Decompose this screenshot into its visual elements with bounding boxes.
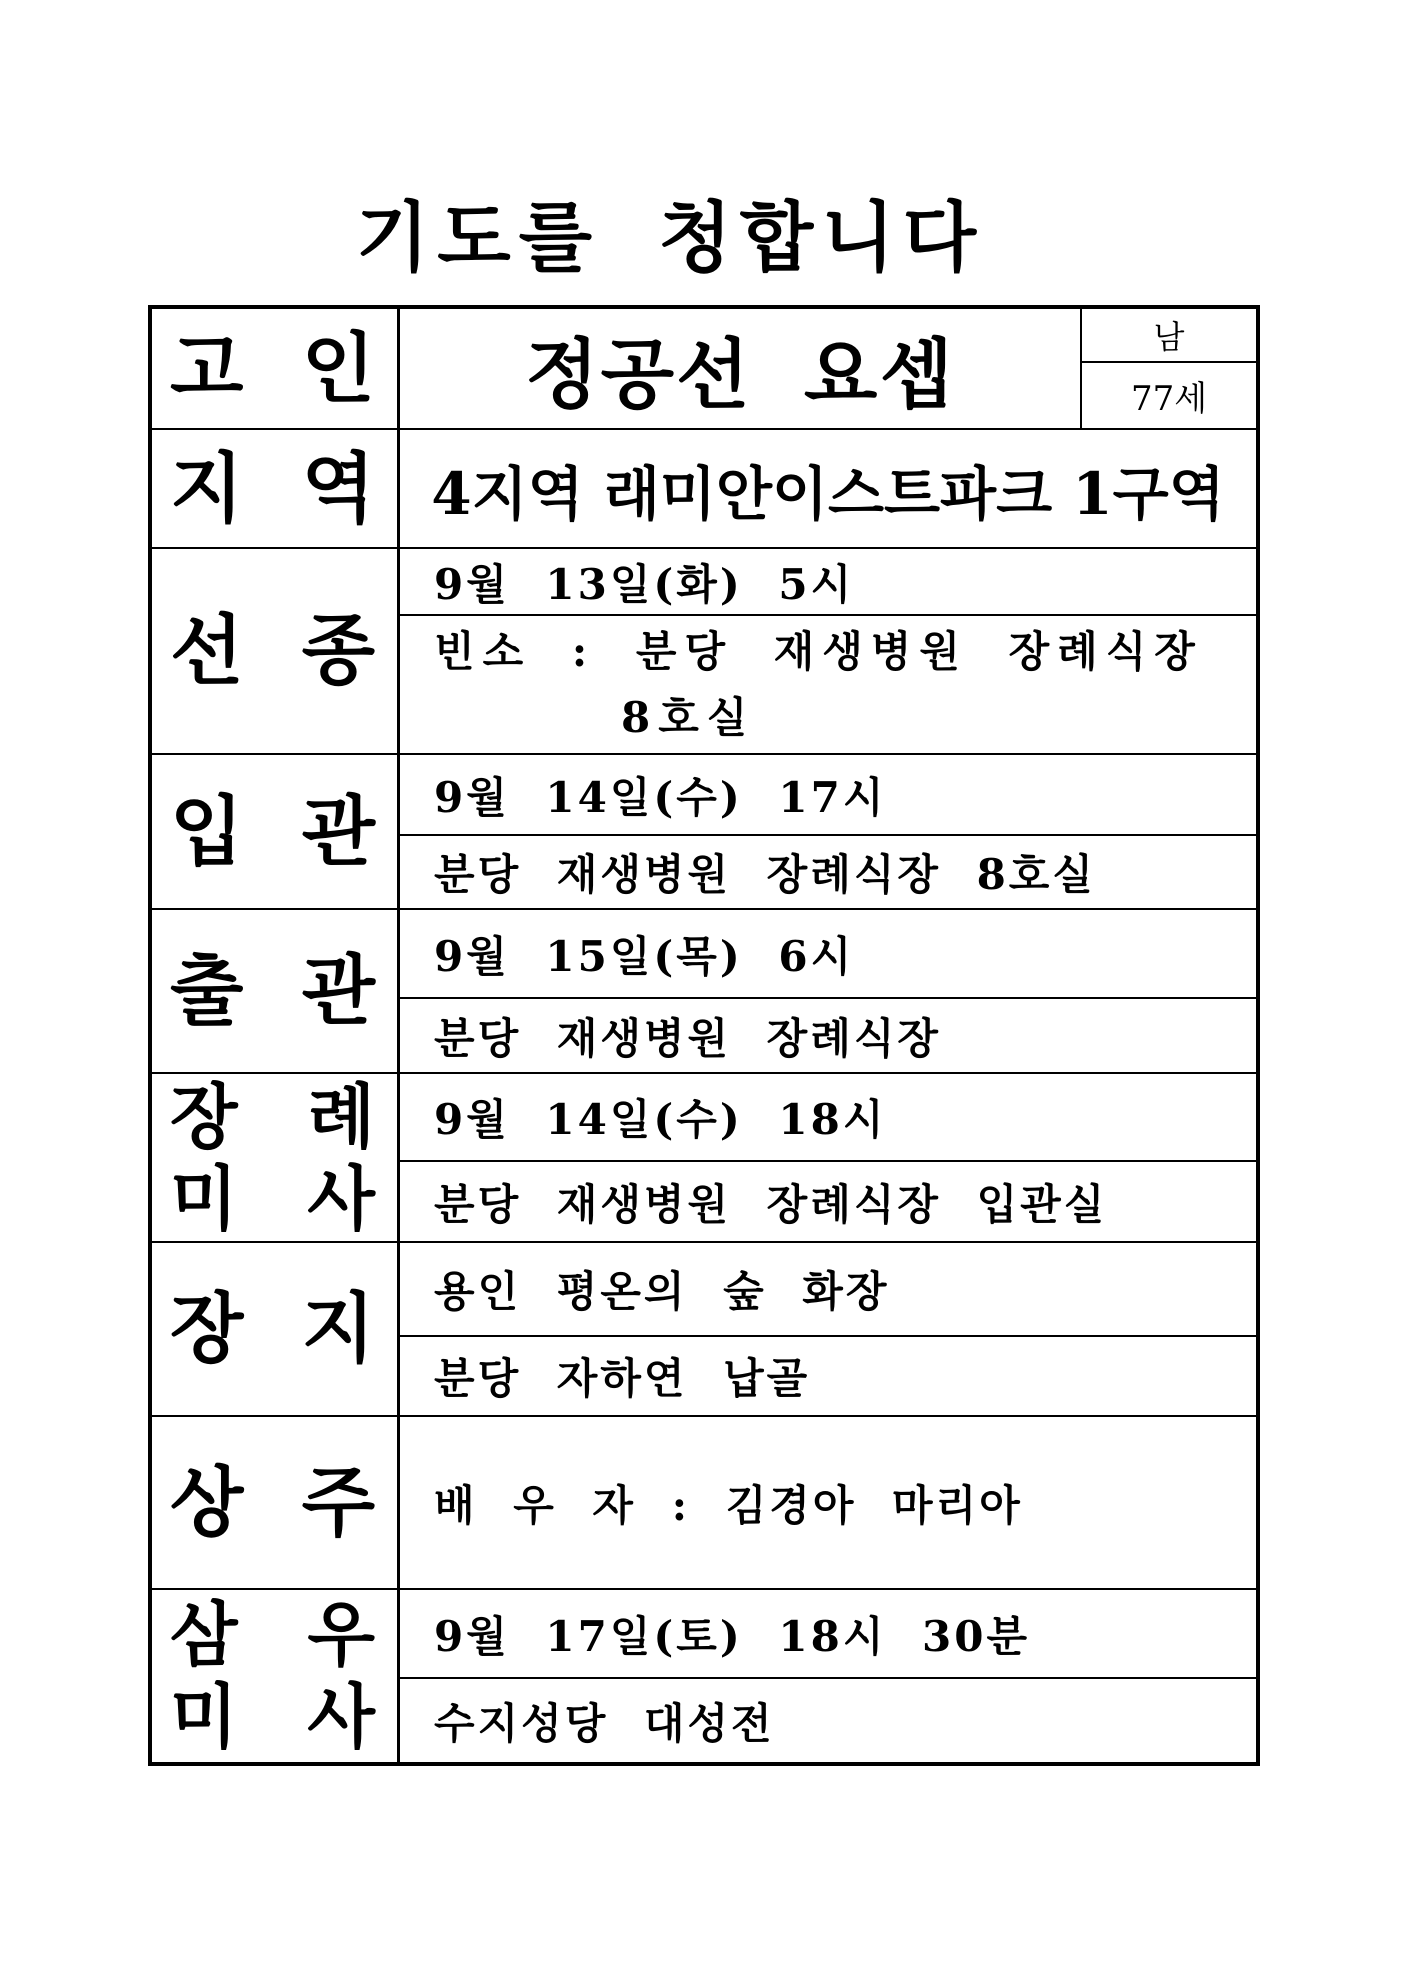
label-char: 상	[170, 1457, 244, 1547]
row-third-day-mass	[152, 1590, 1256, 1762]
label-deceased	[152, 309, 400, 428]
encoffining-datetime: 9월 14일(수) 17시	[400, 755, 1256, 836]
departure-place: 분당 재생병원 장례식장	[434, 1013, 941, 1063]
row-burial	[152, 1243, 1256, 1417]
row-chief-mourner	[152, 1417, 1256, 1590]
label-char: 관	[301, 786, 375, 876]
label-char: 입	[170, 786, 244, 876]
label-char: 장	[170, 1284, 244, 1373]
label-chief-mourner	[152, 1417, 400, 1588]
region-value: 4지역 래미안이스트파크 1구역	[431, 459, 1225, 528]
label-char: 출	[170, 946, 244, 1035]
burial-cremation: 용인 평온의 숲 화장	[400, 1243, 1256, 1337]
funeral-notice-table	[148, 305, 1260, 1766]
label-char: 종	[301, 606, 375, 695]
label-char: 우	[307, 1593, 375, 1676]
row-deceased	[152, 309, 1256, 430]
row-encoffining	[152, 755, 1256, 910]
page-title: 기도를 청합니다	[355, 193, 985, 282]
label-char: 미	[170, 1675, 238, 1758]
label-char: 미	[170, 1156, 238, 1240]
third-day-mass-place: 수지성당 대성전	[434, 1698, 775, 1748]
chief-mourner-name: 배 우 자 : 김경아 마리아	[434, 1480, 1023, 1530]
funeral-mass-place: 분당 재생병원 장례식장 입관실	[434, 1179, 1108, 1229]
passing-place-line: 빈소 : 분당 재생병원 장례식장	[434, 626, 1203, 676]
passing-value	[400, 549, 1256, 753]
label-char: 인	[301, 323, 375, 413]
label-char: 주	[301, 1457, 375, 1547]
label-region	[152, 430, 400, 547]
label-encoffining	[152, 755, 400, 908]
funeral-mass-datetime: 9월 14일(수) 18시	[400, 1074, 1256, 1162]
burial-columbarium: 분당 자하연 납골	[434, 1354, 811, 1403]
gender-cell: 남	[1082, 309, 1256, 363]
label-char: 지	[170, 443, 244, 533]
row-funeral-mass	[152, 1074, 1256, 1243]
third-day-mass-value	[400, 1590, 1256, 1762]
row-departure	[152, 910, 1256, 1074]
departure-datetime: 9월 15일(목) 6시	[400, 910, 1256, 999]
label-char: 장	[170, 1074, 238, 1158]
passing-place-line: 8호실	[621, 692, 756, 742]
label-third-day-mass	[152, 1590, 400, 1762]
row-passing	[152, 549, 1256, 755]
label-char: 사	[307, 1156, 375, 1240]
label-char: 삼	[170, 1593, 238, 1676]
row-region	[152, 430, 1256, 549]
departure-value	[400, 910, 1256, 1072]
label-burial	[152, 1243, 400, 1415]
label-char: 지	[301, 1284, 375, 1373]
label-char: 역	[301, 443, 375, 533]
deceased-name: 정공선 요셉	[525, 330, 955, 419]
passing-datetime: 9월 13일(화) 5시	[400, 549, 1256, 616]
label-passing	[152, 549, 400, 753]
label-char: 례	[307, 1074, 375, 1158]
label-char: 관	[301, 946, 375, 1035]
encoffining-value	[400, 755, 1256, 908]
passing-place	[400, 616, 1256, 753]
gender-age-column	[1080, 309, 1256, 428]
label-funeral-mass	[152, 1074, 400, 1241]
age-cell: 77세	[1130, 379, 1208, 419]
funeral-mass-value	[400, 1074, 1256, 1241]
label-departure	[152, 910, 400, 1072]
label-char: 선	[170, 606, 244, 695]
third-day-mass-datetime: 9월 17일(토) 18시 30분	[400, 1590, 1256, 1679]
label-char: 사	[307, 1675, 375, 1758]
label-char: 고	[170, 323, 244, 413]
encoffining-place: 분당 재생병원 장례식장 8호실	[434, 850, 1096, 899]
chief-mourner-value	[400, 1417, 1256, 1588]
burial-value	[400, 1243, 1256, 1415]
